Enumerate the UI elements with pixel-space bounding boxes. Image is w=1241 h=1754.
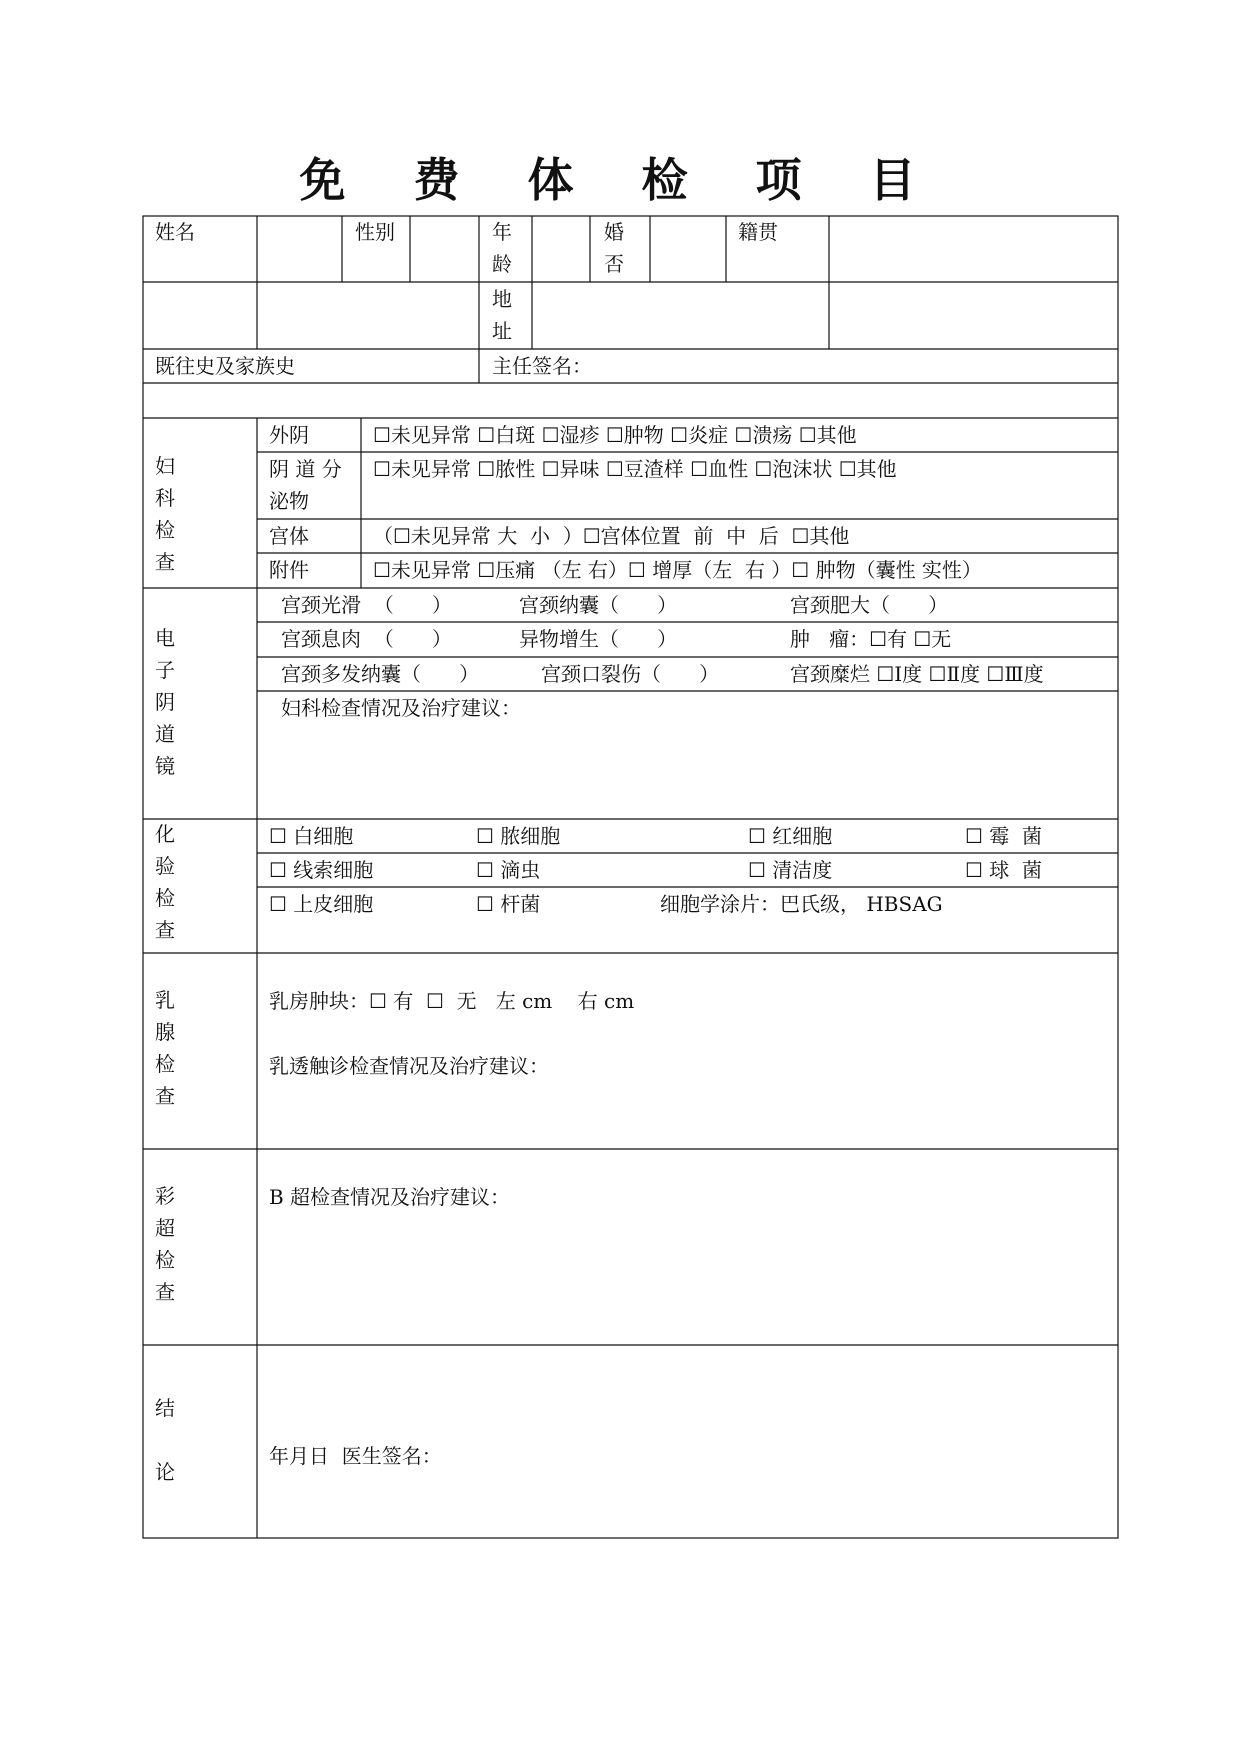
gyn-row-label: 附件 [269, 558, 309, 582]
colposcope-item: 肿 瘤：☐有 ☐无 [790, 627, 952, 651]
address-label: 地址 [492, 287, 512, 343]
lab-item: ☐ 脓细胞 [476, 824, 561, 848]
lab-item: ☐ 霉 菌 [965, 824, 1043, 848]
ultrasound-advice-label: B 超检查情况及治疗建议： [269, 1185, 511, 1209]
director-signature-label: 主任签名： [492, 354, 592, 378]
lab-item: ☐ 清洁度 [748, 858, 833, 882]
colposcope-item: 宫颈光滑 （ ） [281, 593, 452, 617]
colposcope-item: 宫颈息肉 （ ） [281, 627, 452, 651]
gyn-section-label: 妇科检查 [155, 454, 175, 574]
lab-item: ☐ 白细胞 [269, 824, 354, 848]
marital-label: 婚否 [604, 220, 624, 276]
colposcope-section-label: 电子阴道镜 [155, 626, 175, 778]
gyn-row-label: 宫体 [269, 524, 309, 548]
lab-item: ☐ 球 菌 [965, 858, 1043, 882]
gyn-row-label: 外阴 [269, 423, 309, 447]
doctor-signature-line: 年月日 医生签名： [269, 1444, 442, 1468]
history-label: 既往史及家族史 [155, 354, 295, 378]
gyn-row-options: ☐未见异常 ☐脓性 ☐异味 ☐豆渣样 ☐血性 ☐泡沫状 ☐其他 [373, 457, 897, 481]
lab-item: ☐ 上皮细胞 [269, 892, 374, 916]
breast-advice-label: 乳透触诊检查情况及治疗建议： [269, 1054, 549, 1078]
sex-label: 性别 [355, 220, 395, 244]
colposcope-item: 宫颈口裂伤（ ） [541, 662, 720, 686]
name-label: 姓名 [155, 220, 195, 244]
page-title: 免 费 体 检 项 目 [299, 153, 942, 207]
colposcope-item: 异物增生（ ） [519, 627, 678, 651]
lab-item: ☐ 滴虫 [476, 858, 541, 882]
breast-section-label: 乳腺检查 [155, 988, 175, 1108]
colposcope-advice-label: 妇科检查情况及治疗建议： [281, 696, 521, 720]
conclusion-section-label: 结论 [155, 1396, 175, 1484]
age-label: 年龄 [492, 220, 512, 276]
native-place-label: 籍贯 [738, 220, 778, 244]
lab-item: ☐ 杆菌 [476, 892, 541, 916]
lab-item: 细胞学涂片：巴氏级， HBSAG [660, 892, 943, 916]
colposcope-item: 宫颈糜烂 ☐Ⅰ度 ☐Ⅱ度 ☐Ⅲ度 [790, 662, 1044, 686]
colposcope-item: 宫颈肥大（ ） [790, 593, 949, 617]
ultrasound-section-label: 彩超检查 [155, 1184, 175, 1304]
lab-item: ☐ 红细胞 [748, 824, 833, 848]
lab-item: ☐ 线索细胞 [269, 858, 374, 882]
colposcope-item: 宫颈纳囊（ ） [519, 593, 678, 617]
gyn-row-options: ☐未见异常 ☐白斑 ☐湿疹 ☐肿物 ☐炎症 ☐溃疡 ☐其他 [373, 423, 857, 447]
gyn-row-label: 阴 道 分 泌物 [269, 457, 342, 513]
gyn-row-options: （☐未见异常 大 小 ）☐宫体位置 前 中 后 ☐其他 [373, 524, 850, 548]
colposcope-item: 宫颈多发纳囊（ ） [281, 662, 480, 686]
breast-lump-line: 乳房肿块：☐ 有 ☐ 无 左 cm 右 cm [269, 989, 635, 1013]
lab-section-label: 化验检查 [155, 822, 175, 942]
gyn-row-options: ☐未见异常 ☐压痛 （左 右）☐ 增厚（左 右 ）☐ 肿物（囊性 实性） [373, 558, 982, 582]
